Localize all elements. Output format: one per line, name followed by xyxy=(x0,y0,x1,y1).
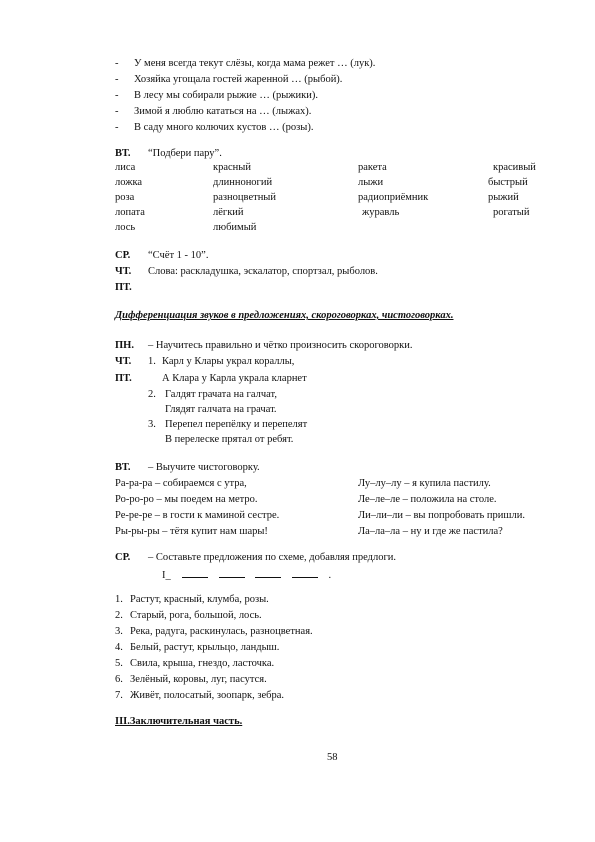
bullet-item: В саду много колючих кустов … (розы). xyxy=(134,122,314,133)
chisto-left-line: Ре-ре-ре – в гости к маминой сестре. xyxy=(115,510,280,521)
chisto-left-line: Ро-ро-ро – мы поедем на метро. xyxy=(115,494,258,505)
section-title: Дифференциация звуков в предложениях, скороговорках, чистоговорках. xyxy=(115,310,454,321)
chisto-text: – Выучите чистоговорку. xyxy=(148,462,260,473)
pair-cell: быстрый xyxy=(488,177,528,188)
pair-cell: красный xyxy=(213,162,251,173)
pn-text: – Научитесь правильно и чётко произносить скороговорки. xyxy=(148,340,413,351)
sentence-number: 1. xyxy=(115,594,123,605)
sentence-number: 2. xyxy=(115,610,123,621)
scheme-start: I_ xyxy=(162,570,171,581)
scheme-label: СР. xyxy=(115,552,131,563)
bullet-item: У меня всегда текут слёзы, когда мама режет … (лук). xyxy=(134,58,376,69)
sentence-number: 4. xyxy=(115,642,123,653)
pair-cell: лёгкий xyxy=(213,207,244,218)
words-label: ЧТ. xyxy=(115,266,132,277)
scheme-blank xyxy=(182,568,208,578)
sentence-number: 7. xyxy=(115,690,123,701)
twister-line: А Клара у Карла украла кларнет xyxy=(162,373,307,384)
pair-cell: рыжий xyxy=(488,192,519,203)
sentence-text: Старый, рога, большой, лось. xyxy=(130,610,262,621)
twister-line: Перепел перепёлку и перепелят xyxy=(165,419,308,430)
bullet-item: Хозяйка угощала гостей жаренной … (рыбой). xyxy=(134,74,343,85)
sentence-text: Растут, красный, клумба, розы. xyxy=(130,594,269,605)
bullet-mark: - xyxy=(115,58,119,69)
twister-line: Карл у Клары украл кораллы, xyxy=(162,356,295,367)
bullet-item: В лесу мы собирали рыжие … (рыжики). xyxy=(134,90,318,101)
bullet-mark: - xyxy=(115,74,119,85)
page-number: 58 xyxy=(327,752,338,763)
scheme-blank xyxy=(255,568,281,578)
sentence-text: Зелёный, коровы, луг, пасутся. xyxy=(130,674,267,685)
pair-cell: журавль xyxy=(362,207,400,218)
words-text: Слова: раскладушка, эскалатор, спортзал, рыболов. xyxy=(148,266,378,277)
scheme-text: – Составьте предложения по схеме, добавляя предлоги. xyxy=(148,552,397,563)
pair-label: ВТ. xyxy=(115,148,131,159)
sentence-text: Свила, крыша, гнездо, ласточка. xyxy=(130,658,275,669)
twister-number: 1. xyxy=(148,356,156,367)
chisto-right-line: Ла–ла–ла – ну и где же пастила? xyxy=(358,526,503,537)
pair-cell: радиоприёмник xyxy=(358,192,429,203)
twister-line: В перелеске прятал от ребят. xyxy=(165,434,294,445)
sentence-scheme xyxy=(162,568,331,581)
pair-cell: любимый xyxy=(213,222,257,233)
scheme-blank xyxy=(292,568,318,578)
bullet-mark: - xyxy=(115,106,119,117)
sentence-number: 3. xyxy=(115,626,123,637)
sentence-number: 6. xyxy=(115,674,123,685)
bullet-mark: - xyxy=(115,122,119,133)
pair-cell: разноцветный xyxy=(213,192,276,203)
pair-cell: лыжи xyxy=(358,177,384,188)
pair-cell: роза xyxy=(115,192,135,203)
pt-label: ПТ. xyxy=(115,282,132,293)
cht-label: ЧТ. xyxy=(115,356,132,367)
count-text: “Счёт 1 - 10”. xyxy=(148,250,209,261)
bullet-item: Зимой я люблю кататься на … (лыжах). xyxy=(134,106,312,117)
pair-cell: ложка xyxy=(115,177,143,188)
sentence-text: Живёт, полосатый, зоопарк, зебра. xyxy=(130,690,285,701)
scheme-blank xyxy=(219,568,245,578)
twister-number: 3. xyxy=(148,419,156,430)
pt-label-2: ПТ. xyxy=(115,373,132,384)
sentence-text: Река, радуга, раскинулась, разноцветная. xyxy=(130,626,313,637)
pair-cell: рогатый xyxy=(493,207,530,218)
final-part-heading: III.Заключительная часть. xyxy=(115,716,243,727)
chisto-left-line: Ра-ра-ра – собираемся с утра, xyxy=(115,478,247,489)
pair-cell: лопата xyxy=(115,207,145,218)
pn-label: ПН. xyxy=(115,340,134,351)
pair-cell: лось xyxy=(115,222,136,233)
chisto-right-line: Ле–ле–ле – положила на столе. xyxy=(358,494,497,505)
chisto-right-line: Лу–лу–лу – я купила пастилу. xyxy=(358,478,491,489)
twister-number: 2. xyxy=(148,389,156,400)
chisto-label: ВТ. xyxy=(115,462,131,473)
sentence-text: Белый, растут, крыльцо, ландыш. xyxy=(130,642,280,653)
chisto-right-line: Ли–ли–ли – вы попробовать пришли. xyxy=(358,510,525,521)
pair-cell: красивый xyxy=(493,162,536,173)
pair-cell: ракета xyxy=(358,162,387,173)
pair-cell: длинноногий xyxy=(213,177,273,188)
chisto-left-line: Ры-ры-ры – тётя купит нам шары! xyxy=(115,526,268,537)
twister-line: Галдят грачата на галчат, xyxy=(165,389,277,400)
pair-title: “Подбери пару”. xyxy=(148,148,222,159)
pair-cell: лиса xyxy=(115,162,136,173)
scheme-end: . xyxy=(328,570,332,581)
count-label: СР. xyxy=(115,250,131,261)
sentence-number: 5. xyxy=(115,658,123,669)
twister-line: Глядят галчата на грачат. xyxy=(165,404,277,415)
bullet-mark: - xyxy=(115,90,119,101)
